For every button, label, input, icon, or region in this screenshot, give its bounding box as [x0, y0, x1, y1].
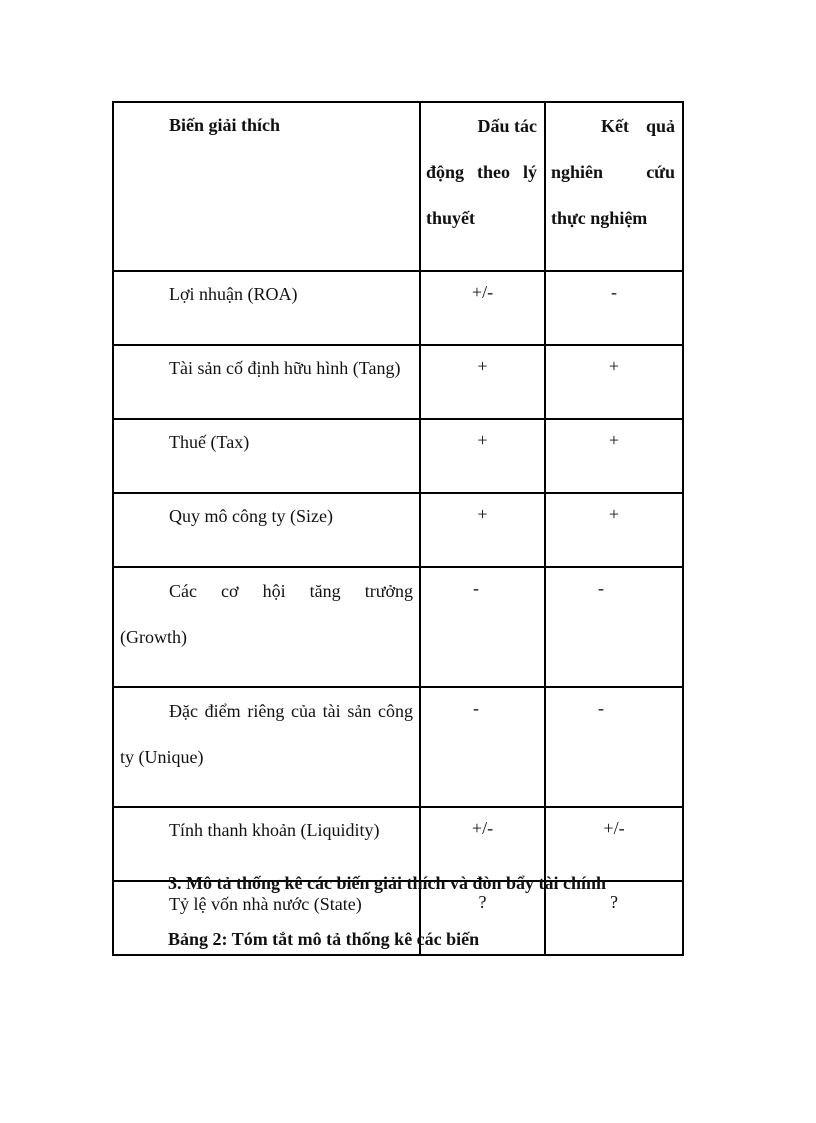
header-theory-line-3: thuyết: [426, 208, 475, 228]
empirical-result-cell: +/-: [545, 807, 683, 881]
table-row: [113, 687, 683, 807]
empirical-result-cell: +: [545, 345, 683, 419]
header-empirical-result: [545, 102, 683, 271]
table-row: [113, 345, 683, 419]
empirical-result-cell: +: [545, 493, 683, 567]
theory-sign-cell: +/-: [420, 271, 545, 345]
variable-line-1: Đặc điểm riêng của tài sản công: [169, 701, 413, 721]
header-empirical-line-3: thực nghiệm: [551, 208, 648, 228]
empirical-result-cell: +: [545, 419, 683, 493]
variables-table: [112, 101, 684, 956]
theory-sign-cell: -: [420, 687, 545, 807]
table-row: [113, 271, 683, 345]
theory-sign-cell: ?: [420, 881, 545, 955]
variable-cell: [113, 567, 420, 687]
variable-cell: Quy mô công ty (Size): [113, 493, 420, 567]
empirical-result-cell: -: [545, 687, 683, 807]
variable-line-1: Các cơ hội tăng trưởng: [169, 581, 413, 601]
variable-line-2: (Growth): [120, 627, 187, 647]
header-theory-line-2: động theo lý: [426, 162, 537, 182]
section-heading: 3. Mô tả thống kê các biến giải thích và đòn bẩy tài chính: [168, 873, 607, 893]
table-header-row: [113, 102, 683, 271]
empirical-result-cell: -: [545, 567, 683, 687]
theory-sign-cell: +/-: [420, 807, 545, 881]
table2-caption: Bảng 2: Tóm tắt mô tả thống kê các biến: [168, 929, 480, 949]
header-variable: Biến giải thích: [113, 102, 420, 271]
header-empirical-line-2: nghiên cứu: [551, 162, 675, 182]
empirical-result-cell: -: [545, 271, 683, 345]
header-empirical-line-1: Kết quả: [601, 116, 675, 136]
empirical-result-cell: ?: [545, 881, 683, 955]
header-theory-sign: [420, 102, 545, 271]
table-row: [113, 567, 683, 687]
theory-sign-cell: +: [420, 419, 545, 493]
variable-cell: Thuế (Tax): [113, 419, 420, 493]
variable-cell: Tỷ lệ vốn nhà nước (State): [113, 881, 420, 955]
variable-line-2: ty (Unique): [120, 747, 204, 767]
theory-sign-cell: -: [420, 567, 545, 687]
variable-cell: Tính thanh khoản (Liquidity): [113, 807, 420, 881]
table-row: [113, 419, 683, 493]
variable-cell: Tài sản cố định hữu hình (Tang): [113, 345, 420, 419]
table-row: [113, 493, 683, 567]
variable-cell: [113, 687, 420, 807]
theory-sign-cell: +: [420, 345, 545, 419]
theory-sign-cell: +: [420, 493, 545, 567]
variable-cell: Lợi nhuận (ROA): [113, 271, 420, 345]
header-theory-line-1: Dấu tác: [477, 116, 537, 136]
table-row: [113, 807, 683, 881]
